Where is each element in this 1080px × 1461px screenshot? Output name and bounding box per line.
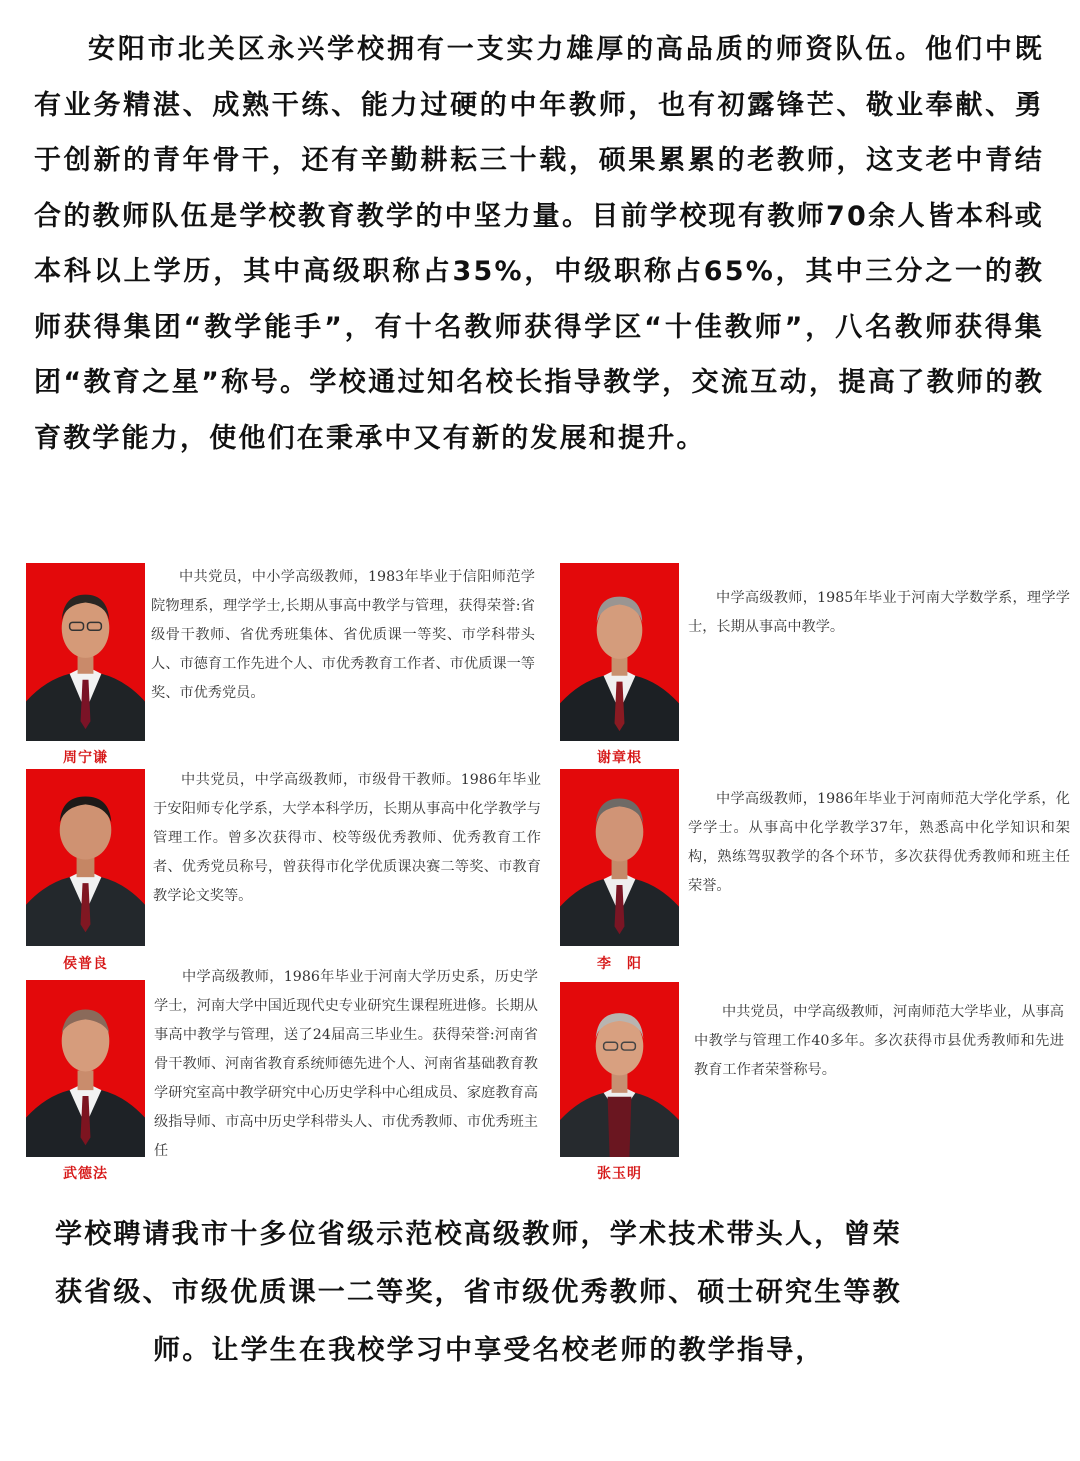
- outro-line: 获省级、市级优质课一二等奖，省市级优秀教师、硕士研究生等教: [55, 1277, 902, 1308]
- teacher-bio: 中学高级教师，1986年毕业于河南师范大学化学系，化学学士。从事高中化学教学37年，熟悉高中化学知识和架构，熟练驾驭教学的各个环节，多次获得优秀教师和班主任荣誉。: [688, 791, 1070, 894]
- teacher-photo: [26, 980, 145, 1157]
- teacher-photo: [26, 769, 145, 946]
- teacher-name: 武德法: [63, 1166, 108, 1182]
- teacher-name: 周宁谦: [63, 750, 108, 766]
- teacher-bio: 中共党员，中学高级教师，河南师范大学毕业，从事高中教学与管理工作40多年。多次获得市县优秀教师和先进教育工作者荣誉称号。: [694, 1004, 1064, 1078]
- intro-paragraph: 安阳市北关区永兴学校拥有一支实力雄厚的高品质的师资队伍。他们中既有业务精湛、成熟干练、能力过硬的中年教师，也有初露锋芒、敬业奉献、勇于创新的青年骨干，还有辛勤耕耘三十载，硕果累累的老教师，这支老中青结合的教师队伍是学校教育教学的中坚力量。目前学校现有教师70余人皆本科或本科以上学历，其中高级职称占35%，中级职称占65%，其中三分之一的教师获得集团“教学能手”，有十名教师获得学区“十佳教师”，八名教师获得集团“教育之星”称号。学校通过知名校长指导教学，交流互动，提高了教师的教育教学能力，使他们在秉承中又有新的发展和提升。: [34, 34, 1044, 454]
- teacher-photo: [26, 563, 145, 741]
- teacher-bio: 中共党员，中学高级教师，市级骨干教师。1986年毕业于安阳师专化学系，大学本科学历，长期从事高中化学教学与管理工作。曾多次获得市、校等级优秀教师、优秀教育工作者、优秀党员称号，曾获得市化学优质课决赛二等奖、市教育教学论文奖等。: [153, 772, 541, 904]
- teacher-name: 李 阳: [597, 956, 642, 972]
- teacher-name: 张玉明: [597, 1166, 642, 1182]
- teacher-photo: [560, 769, 679, 946]
- teacher-photo: [560, 982, 679, 1157]
- outro-line: 师。让学生在我校学习中享受名校老师的教学指导，: [153, 1335, 825, 1366]
- teacher-name: 侯普良: [63, 956, 108, 972]
- outro-line: 学校聘请我市十多位省级示范校高级教师，学术技术带头人，曾荣: [55, 1219, 902, 1250]
- teacher-name: 谢章根: [597, 750, 642, 766]
- teacher-bio: 中学高级教师，1986年毕业于河南大学历史系，历史学学士，河南大学中国近现代史专业研究生课程班进修。长期从事高中教学与管理，送了24届高三毕业生。获得荣誉:河南省骨干教师、河南省教育系统师德先进个人、河南省基础教育教学研究室高中教学研究中心历史学科中心组成员、家庭教育高级指导师、市高中历史学科带头人、市优秀教师、市优秀班主任: [154, 969, 538, 1159]
- teacher-bio: 中共党员，中小学高级教师，1983年毕业于信阳师范学院物理系，理学学士,长期从事高中教学与管理，获得荣誉:省级骨干教师、省优秀班集体、省优质课一等奖、市学科带头人、市德育工作先进个人、市优秀教育工作者、市优质课一等奖、市优秀党员。: [151, 569, 535, 701]
- teacher-photo: [560, 563, 679, 741]
- outro-paragraph: [55, 1206, 1015, 1380]
- teacher-bio: 中学高级教师，1985年毕业于河南大学数学系，理学学士，长期从事高中教学。: [688, 590, 1070, 635]
